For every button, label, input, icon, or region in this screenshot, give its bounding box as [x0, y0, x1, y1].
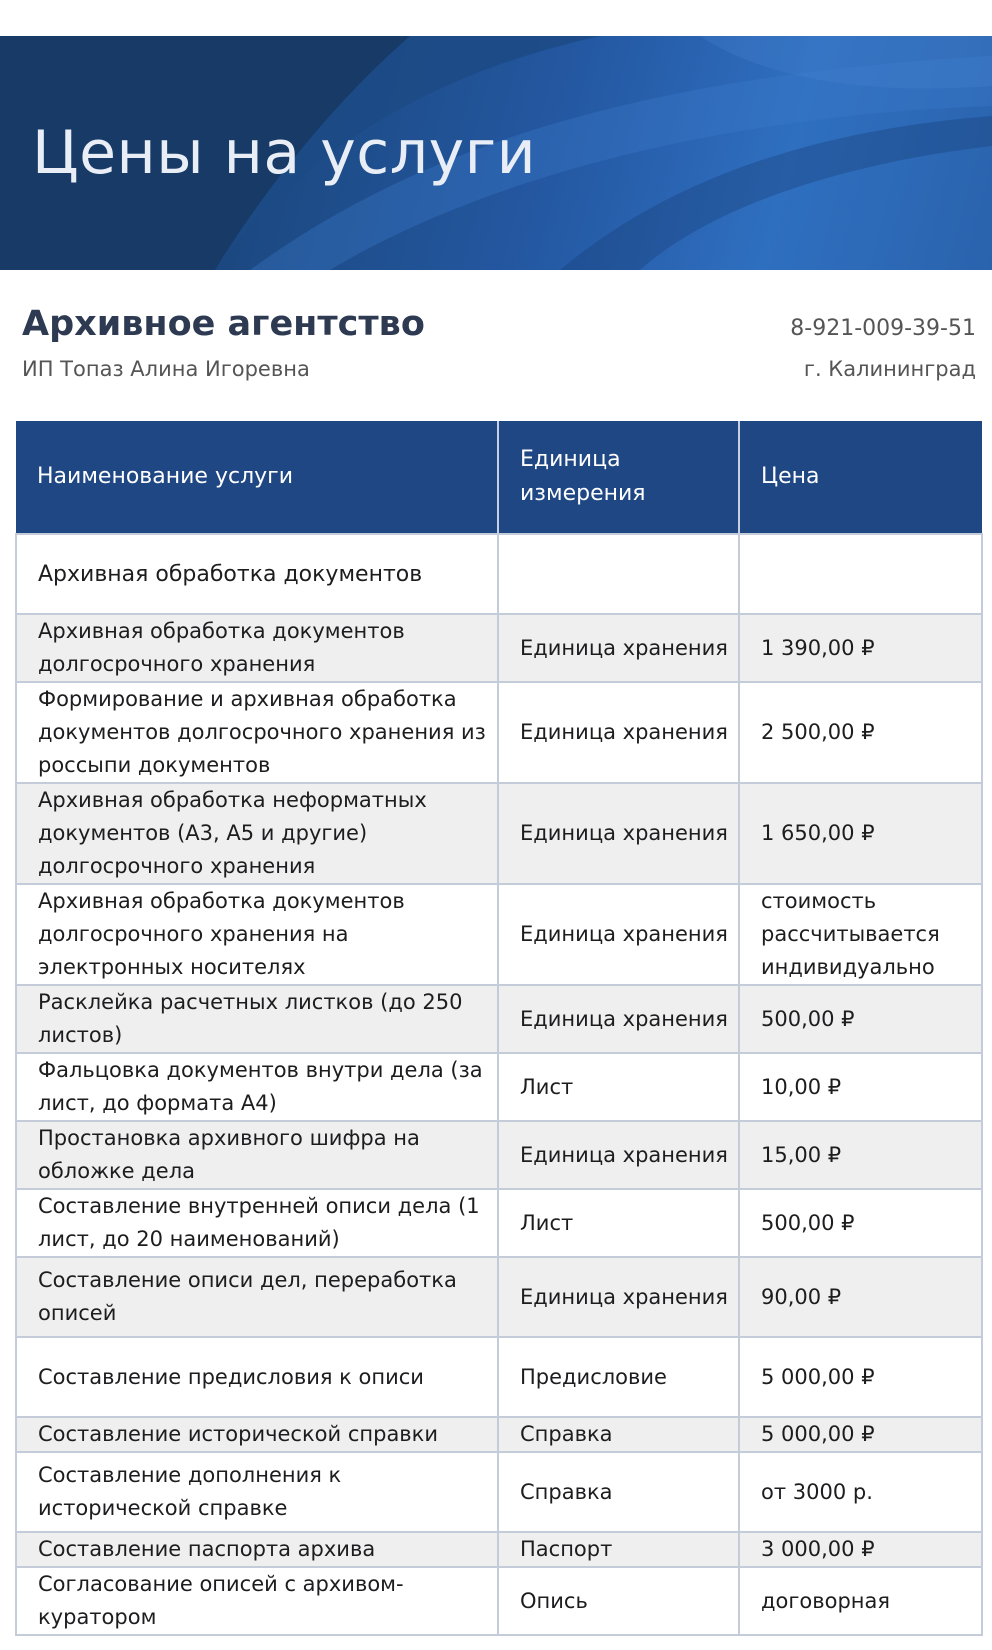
price-cell: 500,00 ₽ [739, 985, 982, 1053]
price-cell: от 3000 р. [739, 1452, 982, 1532]
unit-cell: Лист [498, 1053, 739, 1121]
table-row [16, 614, 982, 682]
table-row [16, 1417, 982, 1452]
column-header-unit: Единица измерения [498, 421, 739, 534]
section-title: Архивная обработка документов [16, 534, 498, 614]
price-cell: 1 650,00 ₽ [739, 783, 982, 884]
table-row [16, 1567, 982, 1635]
service-name-cell: Составление исторической справки [16, 1417, 498, 1452]
table-row [16, 1257, 982, 1337]
service-name-cell: Фальцовка документов внутри дела (за лист, до формата А4) [16, 1053, 498, 1121]
agency-phone: 8-921-009-39-51 [790, 316, 976, 341]
service-name-cell: Согласование описей с архивом-куратором [16, 1567, 498, 1635]
price-cell: 1 390,00 ₽ [739, 614, 982, 682]
price-cell: 90,00 ₽ [739, 1257, 982, 1337]
unit-cell: Единица хранения [498, 985, 739, 1053]
table-row [16, 884, 982, 985]
price-table [15, 421, 983, 1636]
service-name-cell: Расклейка расчетных листков (до 250 листов) [16, 985, 498, 1053]
agency-city: г. Калининград [803, 357, 976, 381]
service-name-cell: Простановка архивного шифра на обложке дела [16, 1121, 498, 1189]
section-empty-cell [739, 534, 982, 614]
unit-cell: Опись [498, 1567, 739, 1635]
unit-cell: Справка [498, 1417, 739, 1452]
unit-cell: Единица хранения [498, 783, 739, 884]
service-name-cell: Составление паспорта архива [16, 1532, 498, 1567]
unit-cell: Единица хранения [498, 1121, 739, 1189]
service-name-cell: Составление внутренней описи дела (1 лист, до 20 наименований) [16, 1189, 498, 1257]
unit-cell: Предисловие [498, 1337, 739, 1417]
service-name-cell: Составление дополнения к исторической справке [16, 1452, 498, 1532]
table-header-row [16, 421, 982, 534]
price-cell: 5 000,00 ₽ [739, 1417, 982, 1452]
service-name-cell: Архивная обработка документов долгосрочного хранения на электронных носителях [16, 884, 498, 985]
agency-owner: ИП Топаз Алина Игоревна [22, 357, 310, 381]
unit-cell: Единица хранения [498, 614, 739, 682]
page-title: Цены на услуги [32, 118, 537, 188]
table-row [16, 1452, 982, 1532]
table-row [16, 1189, 982, 1257]
agency-name: Архивное агентство [22, 304, 425, 344]
unit-cell: Единица хранения [498, 682, 739, 783]
unit-cell: Лист [498, 1189, 739, 1257]
price-cell: 2 500,00 ₽ [739, 682, 982, 783]
price-cell: 500,00 ₽ [739, 1189, 982, 1257]
price-cell: 3 000,00 ₽ [739, 1532, 982, 1567]
section-row [16, 534, 982, 614]
service-name-cell: Архивная обработка документов долгосрочного хранения [16, 614, 498, 682]
price-cell: договорная [739, 1567, 982, 1635]
service-name-cell: Архивная обработка неформатных документов (А3, А5 и другие) долгосрочного хранения [16, 783, 498, 884]
column-header-service: Наименование услуги [16, 421, 498, 534]
table-row [16, 682, 982, 783]
price-cell: 5 000,00 ₽ [739, 1337, 982, 1417]
unit-cell: Справка [498, 1452, 739, 1532]
column-header-price: Цена [739, 421, 982, 534]
table-row [16, 783, 982, 884]
table-row [16, 1532, 982, 1567]
service-name-cell: Составление предисловия к описи [16, 1337, 498, 1417]
table-row [16, 1121, 982, 1189]
service-name-cell: Формирование и архивная обработка документов долгосрочного хранения из россыпи документов [16, 682, 498, 783]
price-cell: 15,00 ₽ [739, 1121, 982, 1189]
table-row [16, 1337, 982, 1417]
table-row [16, 985, 982, 1053]
table-row [16, 1053, 982, 1121]
unit-cell: Единица хранения [498, 1257, 739, 1337]
header-banner [0, 36, 992, 270]
unit-cell: Паспорт [498, 1532, 739, 1567]
price-cell: 10,00 ₽ [739, 1053, 982, 1121]
price-cell: стоимость рассчитывается индивидуально [739, 884, 982, 985]
service-name-cell: Составление описи дел, переработка описей [16, 1257, 498, 1337]
section-empty-cell [498, 534, 739, 614]
unit-cell: Единица хранения [498, 884, 739, 985]
